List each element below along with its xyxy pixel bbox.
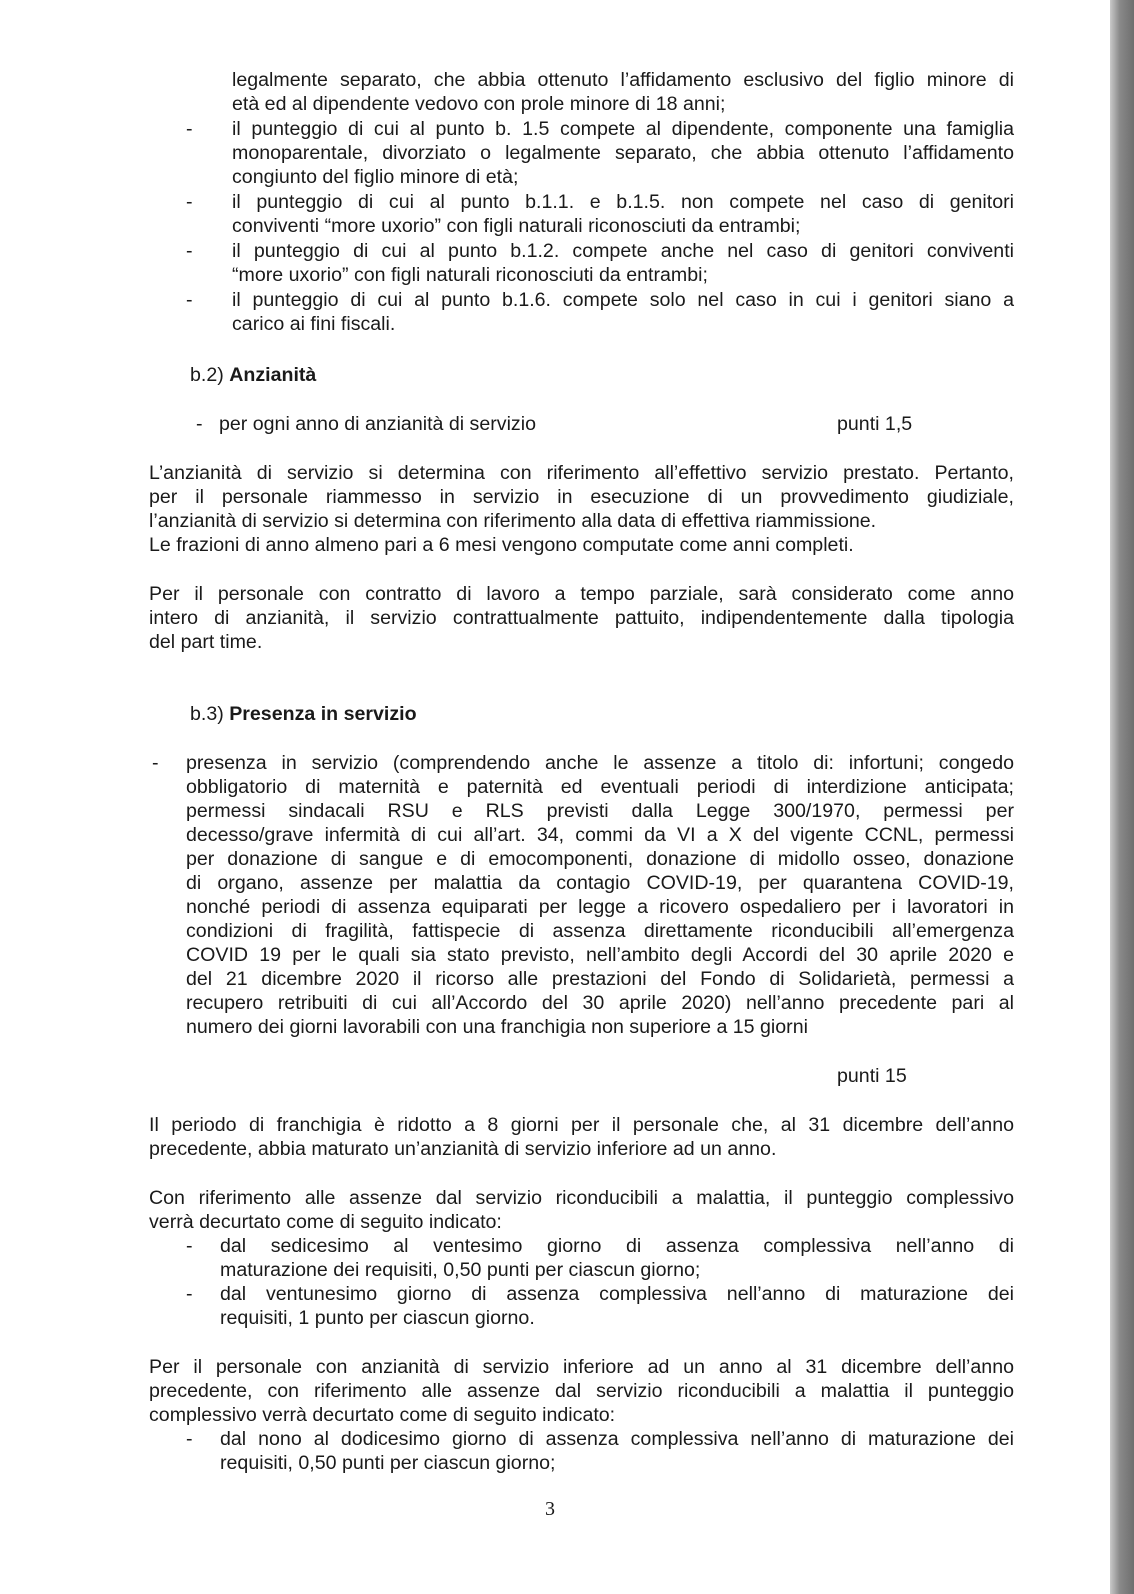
item-line: permessi sindacali RSU e RLS previsti dalla Legge 300/1970, permessi per	[186, 800, 1014, 822]
page-number: 3	[545, 1498, 555, 1520]
bullet-line: il punteggio di cui al punto b.1.1. e b.1.5. non compete nel caso di genitori	[232, 191, 1014, 213]
bullet-line: maturazione dei requisiti, 0,50 punti per ciascun giorno;	[220, 1259, 701, 1281]
bullet-line: il punteggio di cui al punto b.1.2. compete anche nel caso di genitori conviventi	[232, 240, 1014, 262]
scan-edge-shadow	[1110, 0, 1134, 1594]
text-line: età ed al dipendente vedovo con prole minore di 18 anni;	[232, 93, 726, 115]
bullet-dash: -	[196, 413, 203, 435]
paragraph-line: verrà decurtato come di seguito indicato:	[149, 1211, 502, 1233]
paragraph-line: Per il personale con contratto di lavoro a tempo parziale, sarà considerato come anno	[149, 583, 1014, 605]
bullet-dash: -	[186, 1283, 193, 1305]
item-line: COVID 19 per le quali sia stato previsto, nell’ambito degli Accordi del 30 aprile 2020 e	[186, 944, 1014, 966]
bullet-dash: -	[152, 752, 159, 774]
item-line: nonché periodi di assenza equiparati per legge a ricovero ospedaliero per i lavoratori in	[186, 896, 1014, 918]
bullet-dash: -	[186, 1428, 193, 1450]
bullet-line: dal sedicesimo al ventesimo giorno di assenza complessiva nell’anno di	[220, 1235, 1014, 1257]
section-heading-b3	[190, 702, 417, 726]
section-number: b.2)	[190, 364, 224, 386]
bullet-line: carico ai fini fiscali.	[232, 313, 396, 335]
item-line: per donazione di sangue e di emocomponenti, donazione di midollo osseo, donazione	[186, 848, 1014, 870]
text-line: legalmente separato, che abbia ottenuto l’affidamento esclusivo del figlio minore di	[232, 69, 1014, 91]
section-title: Presenza in servizio	[229, 703, 417, 725]
bullet-line: dal ventunesimo giorno di assenza complessiva nell’anno di maturazione dei	[220, 1283, 1014, 1305]
section-heading-b2	[190, 363, 316, 387]
points-value: punti 1,5	[837, 413, 913, 435]
paragraph-line: Le frazioni di anno almeno pari a 6 mesi vengono computate come anni completi.	[149, 534, 854, 556]
item-line: del 21 dicembre 2020 il ricorso alle prestazioni del Fondo di Solidarietà, permessi a	[186, 968, 1014, 990]
bullet-line: requisiti, 0,50 punti per ciascun giorno;	[220, 1452, 556, 1474]
paragraph-line: del part time.	[149, 631, 263, 653]
item-line: condizioni di fragilità, fattispecie di assenza direttamente riconducibili all’emergenza	[186, 920, 1014, 942]
section-number: b.3)	[190, 703, 224, 725]
paragraph-line: Per il personale con anzianità di servizio inferiore ad un anno al 31 dicembre dell’anno	[149, 1356, 1014, 1378]
bullet-line: conviventi “more uxorio” con figli naturali riconosciuti da entrambi;	[232, 215, 801, 237]
bullet-line: monoparentale, divorziato o legalmente separato, che abbia ottenuto l’affidamento	[232, 142, 1014, 164]
bullet-dash: -	[186, 240, 193, 262]
paragraph-line: Con riferimento alle assenze dal servizio riconducibili a malattia, il punteggio complessivo	[149, 1187, 1014, 1209]
bullet-dash: -	[186, 191, 193, 213]
paragraph-line: L’anzianità di servizio si determina con riferimento all’effettivo servizio prestato. Pertanto,	[149, 462, 1014, 484]
bullet-dash: -	[186, 289, 193, 311]
item-line: numero dei giorni lavorabili con una franchigia non superiore a 15 giorni	[186, 1016, 808, 1038]
paragraph-line: per il personale riammesso in servizio in esecuzione di un provvedimento giudiziale,	[149, 486, 1014, 508]
paragraph-line: precedente, abbia maturato un’anzianità di servizio inferiore ad un anno.	[149, 1138, 777, 1160]
bullet-line: il punteggio di cui al punto b.1.6. compete solo nel caso in cui i genitori siano a	[232, 289, 1014, 311]
bullet-line: requisiti, 1 punto per ciascun giorno.	[220, 1307, 535, 1329]
bullet-line: il punteggio di cui al punto b. 1.5 compete al dipendente, componente una famiglia	[232, 118, 1014, 140]
bullet-line: “more uxorio” con figli naturali riconosciuti da entrambi;	[232, 264, 708, 286]
bullet-dash: -	[186, 1235, 193, 1257]
bullet-dash: -	[186, 118, 193, 140]
paragraph-line: complessivo verrà decurtato come di seguito indicato:	[149, 1404, 616, 1426]
bullet-line: congiunto del figlio minore di età;	[232, 166, 519, 188]
paragraph-line: intero di anzianità, il servizio contrattualmente pattuito, indipendentemente dalla tipologia	[149, 607, 1014, 629]
item-line: decesso/grave infermità di cui all’art. 34, commi da VI a X del vigente CCNL, permessi	[186, 824, 1014, 846]
points-value: punti 15	[837, 1065, 907, 1087]
anzianita-item: per ogni anno di anzianità di servizio	[219, 413, 536, 435]
bullet-line: dal nono al dodicesimo giorno di assenza complessiva nell’anno di maturazione dei	[220, 1428, 1014, 1450]
section-title: Anzianità	[229, 364, 317, 386]
item-line: obbligatorio di maternità e paternità ed eventuali periodi di interdizione anticipata;	[186, 776, 1014, 798]
paragraph-line: precedente, con riferimento alle assenze dal servizio riconducibili a malattia il punteggio	[149, 1380, 1014, 1402]
item-line: di organo, assenze per malattia da contagio COVID-19, per quarantena COVID-19,	[186, 872, 1014, 894]
item-line: recupero retribuiti di cui all’Accordo del 30 aprile 2020) nell’anno precedente pari al	[186, 992, 1014, 1014]
paragraph-line: Il periodo di franchigia è ridotto a 8 giorni per il personale che, al 31 dicembre dell’anno	[149, 1114, 1014, 1136]
paragraph-line: l’anzianità di servizio si determina con riferimento alla data di effettiva riammissione.	[149, 510, 877, 532]
item-line: presenza in servizio (comprendendo anche le assenze a titolo di: infortuni; congedo	[186, 752, 1014, 774]
